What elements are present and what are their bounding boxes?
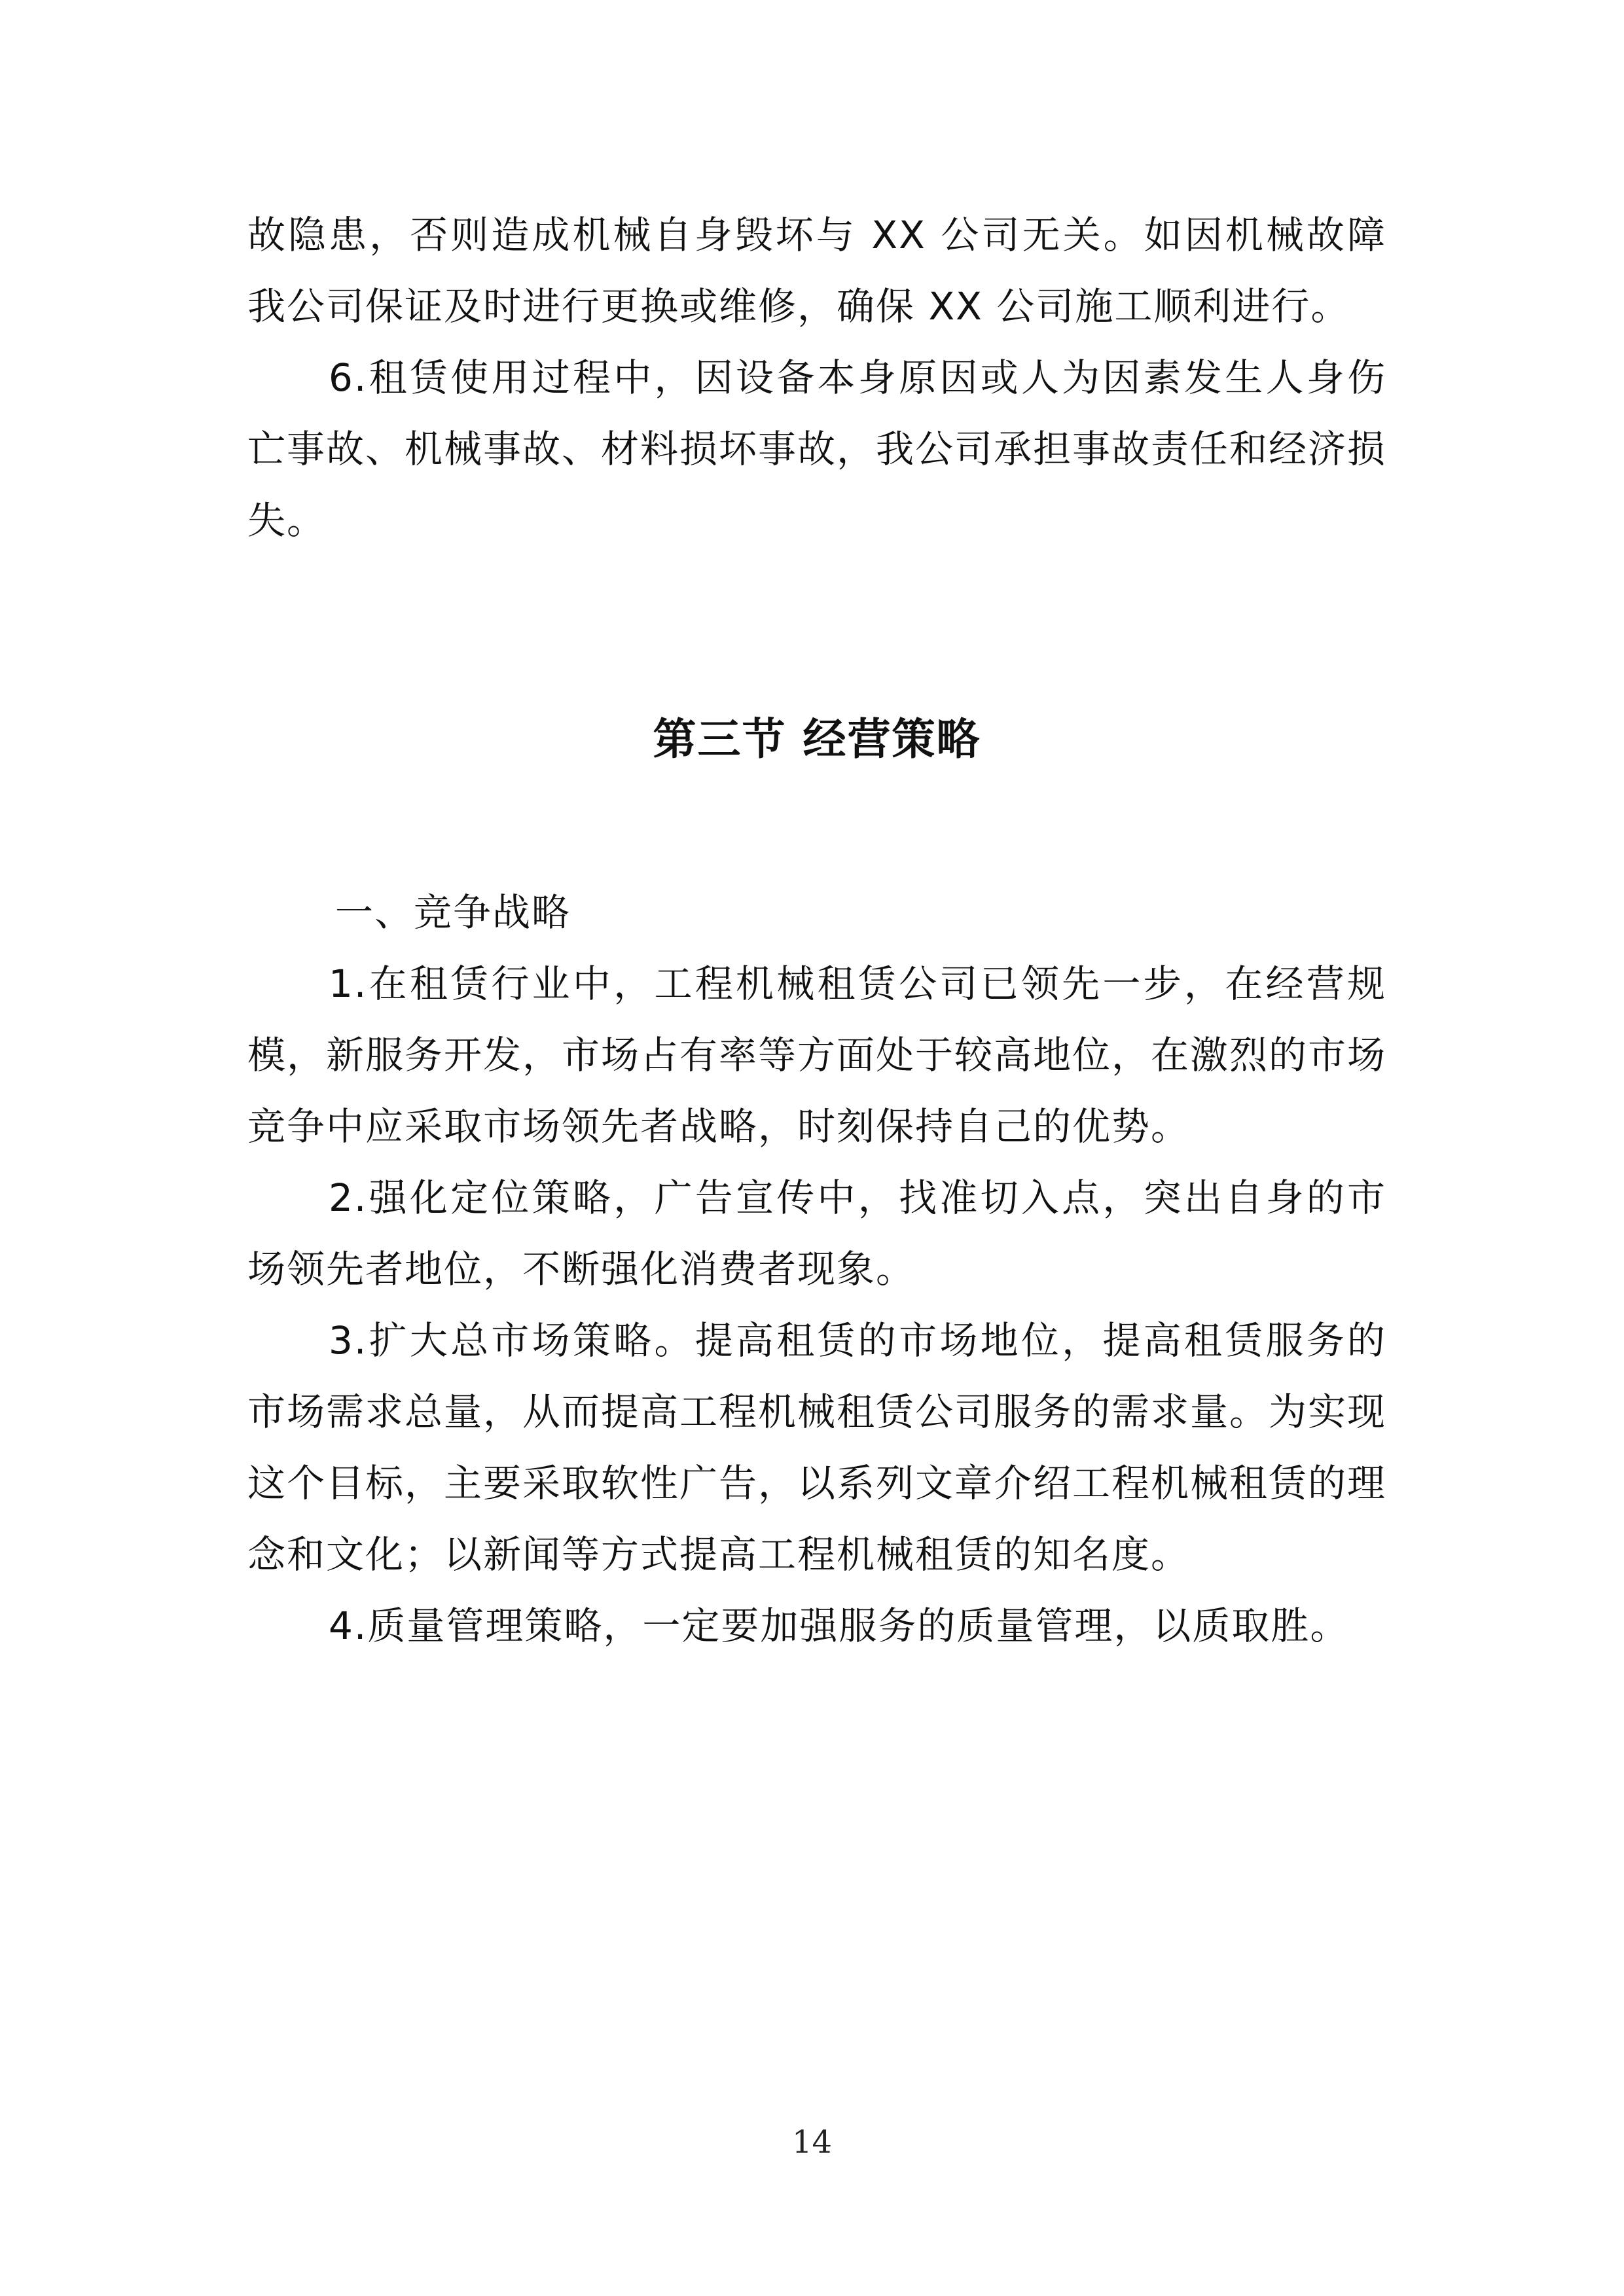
paragraph-item-2: 2.强化定位策略，广告宣传中，找准切入点，突出自身的市场领先者地位，不断强化消费者现象。 — [247, 1175, 1386, 1291]
subsection-heading: 一、竞争战略 — [335, 890, 571, 935]
paragraph-continued: 故隐患，否则造成机械自身毁坏与 XX 公司无关。如因机械故障我公司保证及时进行更换或维修，确保 XX 公司施工顺利进行。 — [247, 213, 1386, 329]
paragraph-item-1: 1.在租赁行业中，工程机械租赁公司已领先一步，在经营规模，新服务开发，市场占有率等方面处于较高地位，在激烈的市场竞争中应采取市场领先者战略，时刻保持自己的优势。 — [247, 961, 1387, 1149]
page-number: 14 — [791, 2124, 833, 2161]
page-content — [247, 200, 1386, 1662]
paragraph-item-4: 4.质量管理策略，一定要加强服务的质量管理，以质取胜。 — [329, 1604, 1350, 1648]
section-heading: 第三节 经营策略 — [653, 714, 981, 764]
paragraph-item-3: 3.扩大总市场策略。提高租赁的市场地位，提高租赁服务的市场需求总量，从而提高工程机械租赁公司服务的需求量。为实现这个目标，主要采取软性广告，以系列文章介绍工程机械租赁的理念和文化；以新闻等方式提高工程机械租赁的知名度。 — [247, 1318, 1387, 1577]
paragraph-item-6: 6.租赁使用过程中，因设备本身原因或人为因素发生人身伤亡事故、机械事故、材料损坏事故，我公司承担事故责任和经济损失。 — [247, 355, 1387, 543]
